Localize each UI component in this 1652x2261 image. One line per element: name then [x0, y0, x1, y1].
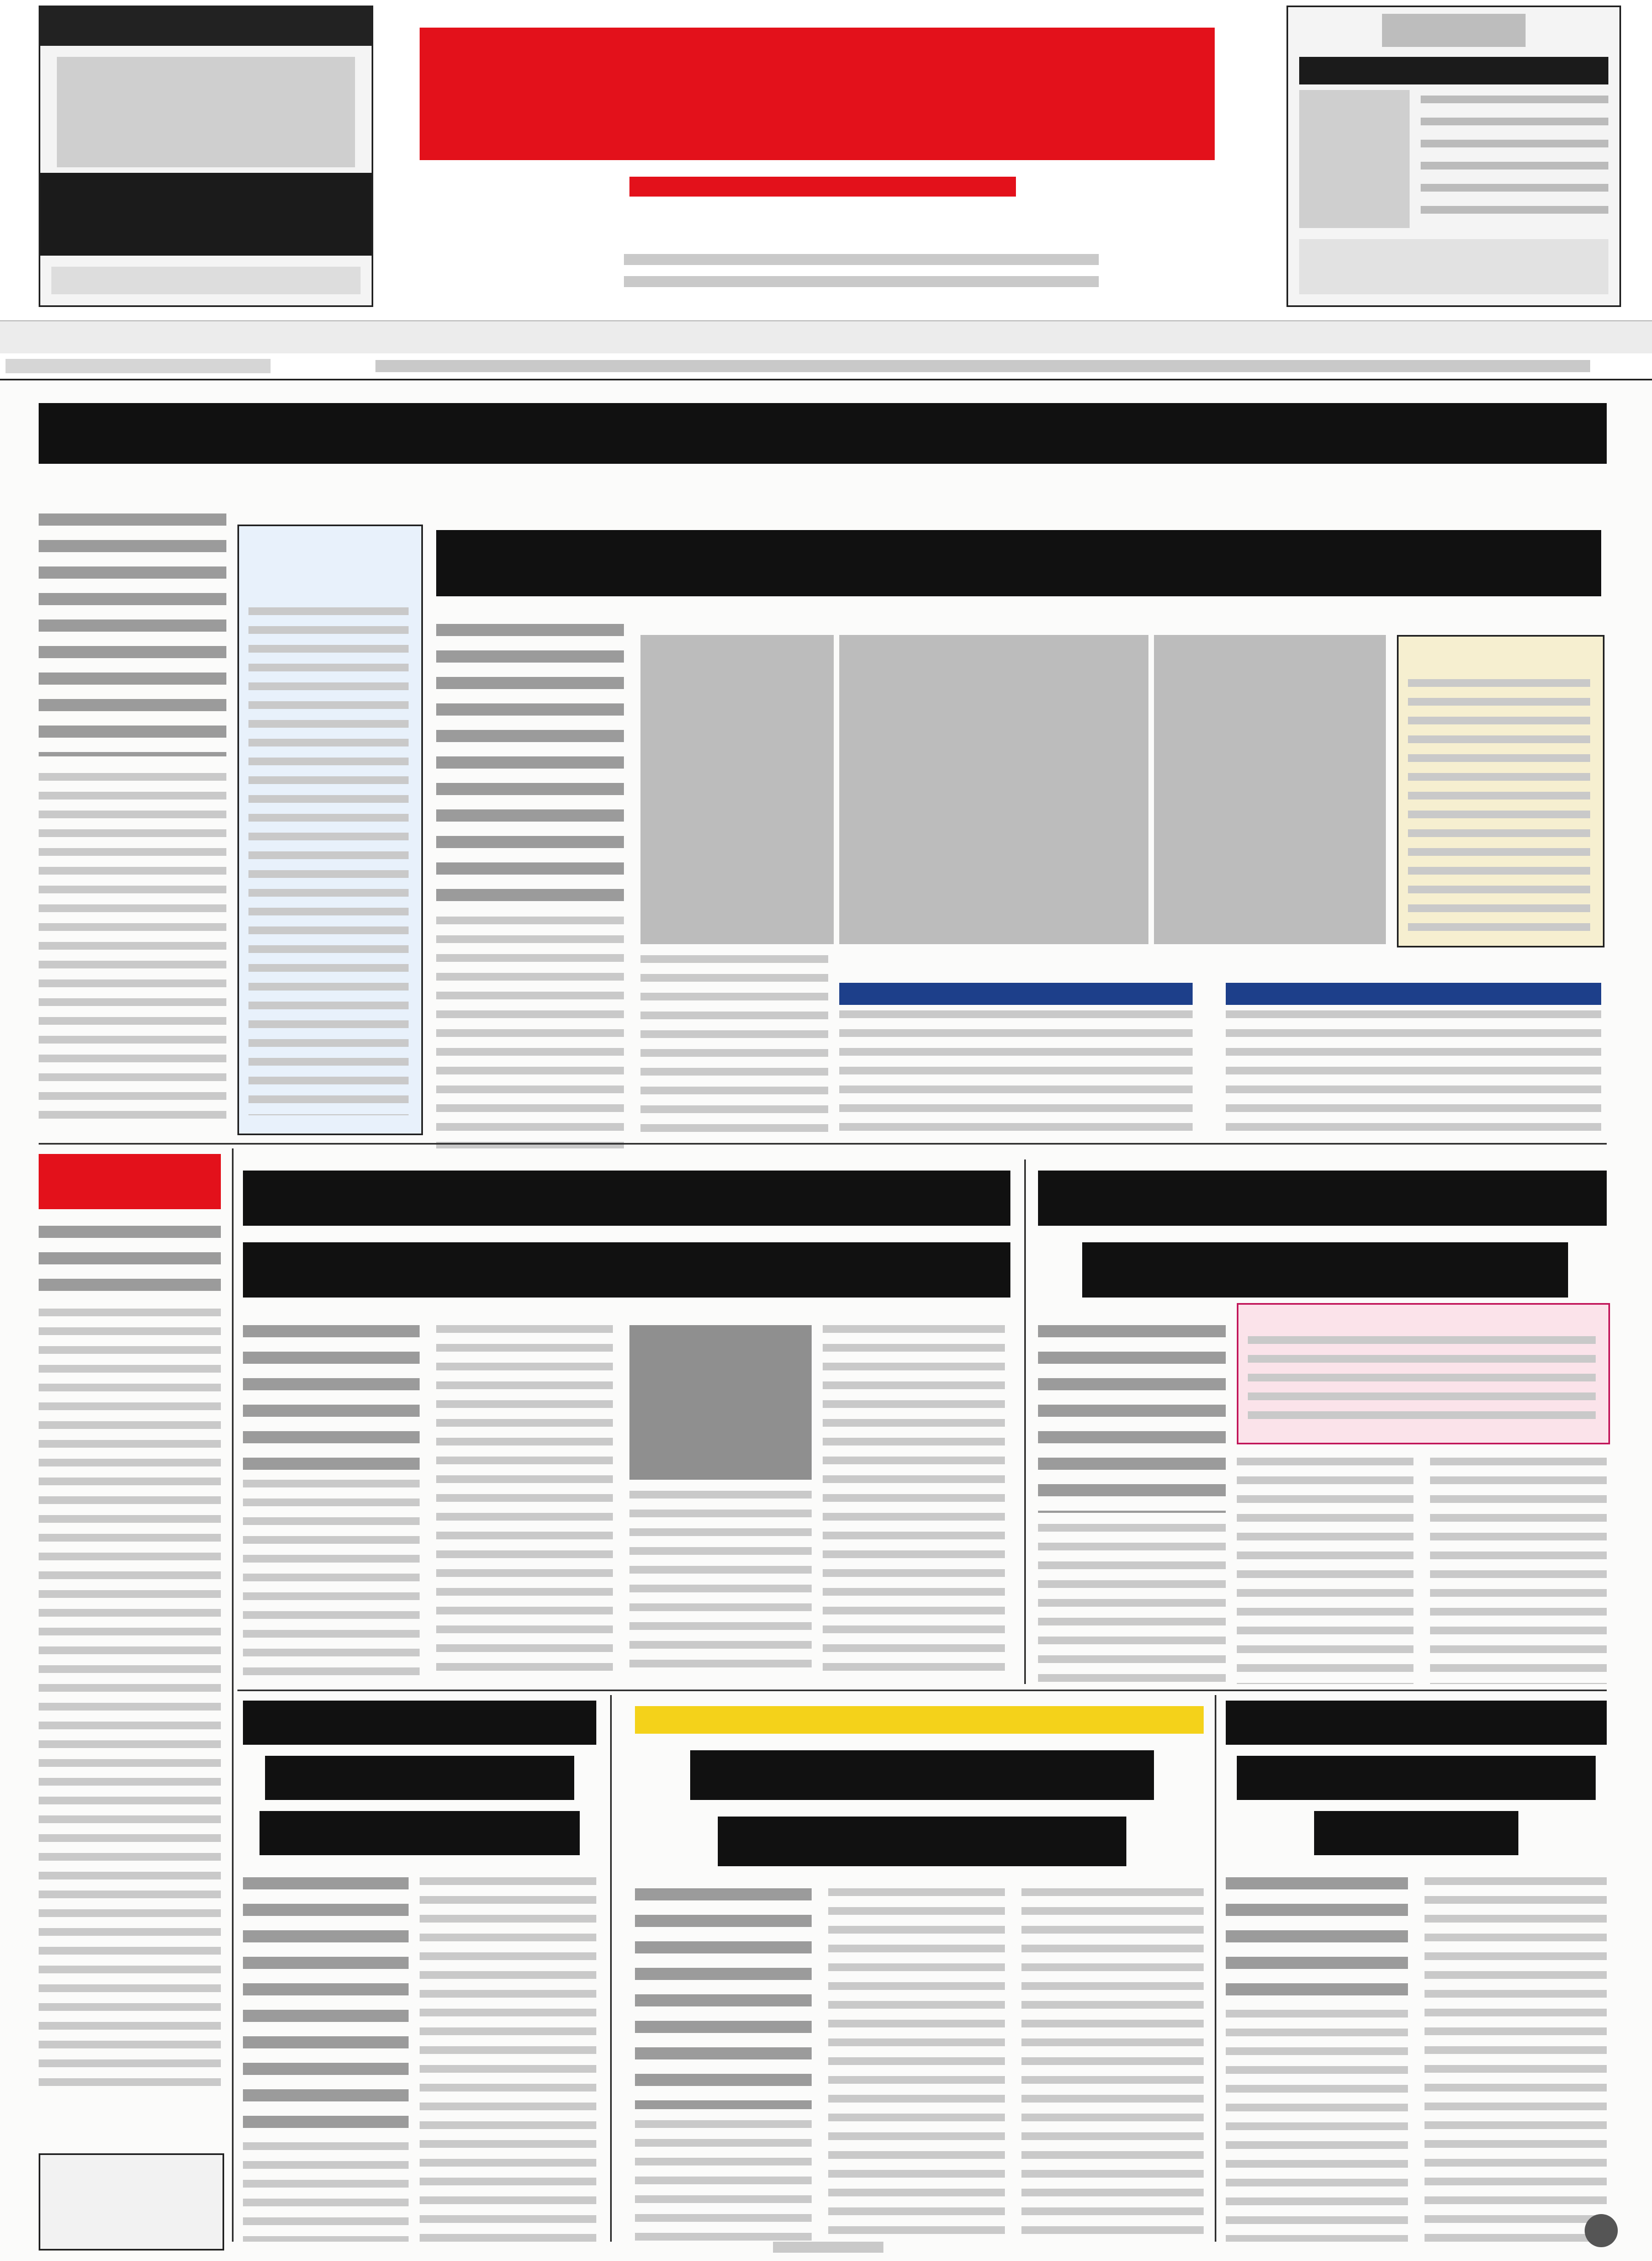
- pakistan-story-deck: [1038, 1325, 1226, 1513]
- delhi-murder-body: [243, 2142, 409, 2242]
- column-rule: [1215, 1695, 1216, 2242]
- delhi-murder-deck: [243, 1877, 409, 2131]
- section-divider: [237, 1690, 1607, 1691]
- epstein-story-deck: [1226, 1877, 1408, 1999]
- delhi-murder-body: [420, 1877, 596, 2242]
- ad-feature-list: [1421, 96, 1608, 223]
- delhi-diary-headline: [39, 1226, 221, 1298]
- epstein-story-body: [1425, 1877, 1607, 2242]
- registration-info: [6, 359, 271, 373]
- modi-netanyahu-hug-photo: [640, 635, 834, 944]
- publisher-mark-icon: [1585, 2214, 1618, 2247]
- israel-visit-headline: [436, 530, 1601, 596]
- pakistan-headline-line-1: [1038, 1171, 1607, 1226]
- ncert-headline-line-2: [243, 1242, 1010, 1298]
- nameplate-tagline: [629, 177, 1016, 197]
- lead-headline: [39, 403, 1607, 464]
- delhi-murder-headline-line-2: [265, 1756, 574, 1800]
- optical-advertisement: [39, 6, 373, 307]
- masthead: [0, 0, 1652, 331]
- airport-welcome-photo: [839, 635, 1148, 944]
- subhead-bar: [1226, 983, 1601, 1005]
- bsnl-headline-line-2: [718, 1817, 1126, 1866]
- dateline-bar: [0, 353, 1652, 380]
- meeting-box-text: [1408, 679, 1590, 933]
- pakistan-story-body: [1038, 1524, 1226, 1684]
- ad-company-name: [1299, 57, 1608, 84]
- israel-story-continued: [640, 955, 828, 1132]
- weather-box: [39, 2153, 224, 2251]
- ad-brand-bar: [40, 173, 372, 256]
- talks-story-body: [839, 1010, 1193, 1137]
- lead-story-deck: [39, 513, 226, 756]
- trump-quote-text: [1248, 1336, 1596, 1430]
- delhi-diary-logo: [39, 1154, 221, 1209]
- ad-contact: [51, 267, 361, 294]
- bsnl-story-body: [635, 2120, 812, 2242]
- bsnl-story-body: [828, 1888, 1005, 2242]
- ad-logo: [1382, 14, 1526, 47]
- ncert-story-deck: [243, 1325, 420, 1474]
- pakistan-story-body: [1430, 1458, 1607, 1684]
- pakistan-story-body: [1237, 1458, 1413, 1684]
- lead-story-body: [39, 773, 226, 1126]
- bsnl-story-deck: [635, 1888, 812, 2109]
- delhi-murder-headline-line-3: [260, 1811, 580, 1855]
- ad-banner: [40, 7, 372, 46]
- israel-story-body: [436, 917, 624, 1148]
- ncert-story-body: [629, 1491, 812, 1678]
- epstein-headline-line-1: [1226, 1701, 1607, 1745]
- page-footer: [773, 2242, 883, 2253]
- nameplate-logo: [420, 28, 1215, 160]
- date-and-issue: [375, 360, 1590, 372]
- newspaper-nameplate: [398, 17, 1237, 199]
- editor-line: [624, 276, 1099, 287]
- subhead-bar: [839, 983, 1193, 1005]
- sidebar-text: [248, 607, 409, 1115]
- ad-photo: [57, 57, 355, 167]
- delhi-murder-headline-line-1: [243, 1701, 596, 1745]
- israel-story-deck: [436, 624, 624, 911]
- column-rule: [1024, 1159, 1026, 1684]
- greeting-photo: [1154, 635, 1386, 944]
- bsnl-headline-line-1: [690, 1750, 1154, 1800]
- breaking-strip: [635, 1706, 1204, 1734]
- founder-line: [624, 254, 1099, 265]
- section-divider: [39, 1143, 1607, 1145]
- epstein-story-body: [1226, 2010, 1408, 2242]
- column-rule: [232, 1148, 234, 2242]
- column-rule: [610, 1695, 612, 2242]
- delhi-diary-text: [39, 1309, 221, 2087]
- pakistan-headline-line-2: [1082, 1242, 1568, 1298]
- ncert-headline-line-1: [243, 1171, 1010, 1226]
- chief-justice-photo: [629, 1325, 812, 1480]
- ad-contact: [1299, 239, 1608, 294]
- publisher-info-bar: [0, 320, 1652, 356]
- epstein-headline-line-3: [1314, 1811, 1518, 1855]
- ncert-story-body: [436, 1325, 613, 1678]
- ncert-story-body: [823, 1325, 1005, 1678]
- ad-photo: [1299, 90, 1410, 228]
- bsnl-story-body: [1021, 1888, 1204, 2242]
- knesset-story-body: [1226, 1010, 1601, 1137]
- epstein-headline-line-2: [1237, 1756, 1596, 1800]
- ncert-story-body: [243, 1480, 420, 1678]
- steel-building-advertisement: [1286, 6, 1621, 307]
